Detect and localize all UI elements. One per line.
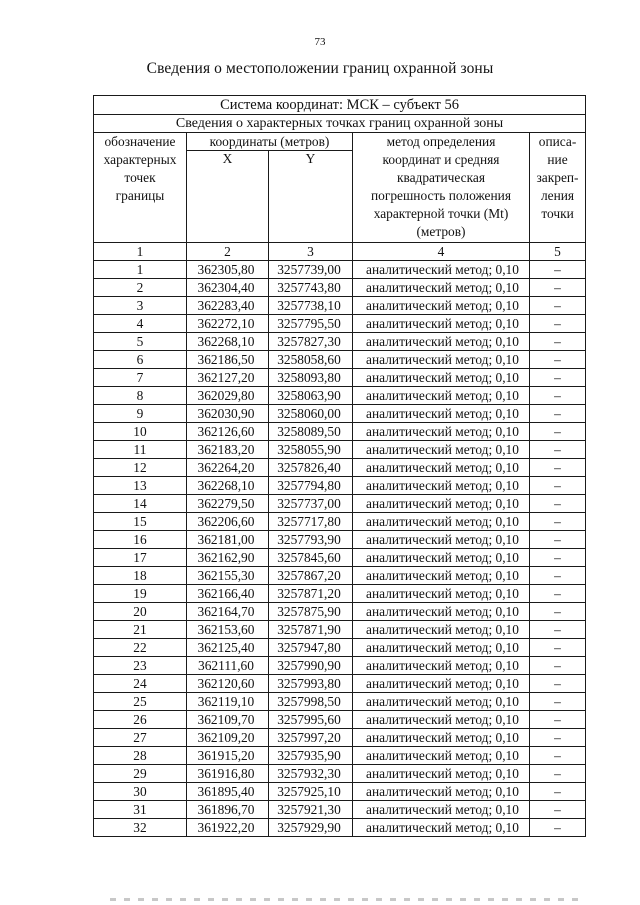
method-cell: аналитический метод; 0,10	[353, 639, 530, 657]
coordinate-y: 3257826,40	[269, 459, 353, 477]
description-cell: –	[530, 639, 586, 657]
coordinate-y: 3257997,20	[269, 729, 353, 747]
point-number: 2	[94, 279, 187, 297]
coordinate-y: 3257993,80	[269, 675, 353, 693]
point-number: 21	[94, 621, 187, 639]
coordinate-x: 362111,60	[187, 657, 269, 675]
header-method-line: координат и средняя	[382, 152, 500, 167]
coordinate-y: 3257875,90	[269, 603, 353, 621]
method-cell: аналитический метод; 0,10	[353, 819, 530, 837]
coordinate-x: 362120,60	[187, 675, 269, 693]
coordinate-x: 362109,20	[187, 729, 269, 747]
coordinate-x: 362268,10	[187, 333, 269, 351]
coordinate-x: 362279,50	[187, 495, 269, 513]
coordinate-y: 3257990,90	[269, 657, 353, 675]
method-cell: аналитический метод; 0,10	[353, 315, 530, 333]
description-cell: –	[530, 765, 586, 783]
method-cell: аналитический метод; 0,10	[353, 261, 530, 279]
method-cell: аналитический метод; 0,10	[353, 369, 530, 387]
header-point-designation-line: границы	[115, 188, 165, 203]
coordinate-x: 362030,90	[187, 405, 269, 423]
description-cell: –	[530, 387, 586, 405]
header-description-line: ления	[540, 188, 575, 203]
table-row	[94, 765, 586, 783]
table-row	[94, 387, 586, 405]
coordinate-x: 362109,70	[187, 711, 269, 729]
table-row	[94, 693, 586, 711]
point-number: 27	[94, 729, 187, 747]
method-cell: аналитический метод; 0,10	[353, 423, 530, 441]
coordinate-x: 362029,80	[187, 387, 269, 405]
coordinate-y: 3257871,90	[269, 621, 353, 639]
table-row	[94, 621, 586, 639]
method-cell: аналитический метод; 0,10	[353, 585, 530, 603]
description-cell: –	[530, 711, 586, 729]
point-number: 17	[94, 549, 187, 567]
description-cell: –	[530, 657, 586, 675]
table-row	[94, 459, 586, 477]
table-row	[94, 495, 586, 513]
section-row	[94, 115, 586, 133]
point-number: 5	[94, 333, 187, 351]
point-number: 7	[94, 369, 187, 387]
point-number: 32	[94, 819, 187, 837]
table-row	[94, 549, 586, 567]
coordinate-y: 3258055,90	[269, 441, 353, 459]
method-cell: аналитический метод; 0,10	[353, 477, 530, 495]
header-method-line: (метров)	[416, 224, 466, 239]
coordinate-x: 362304,40	[187, 279, 269, 297]
description-cell: –	[530, 549, 586, 567]
coordinate-y: 3258063,90	[269, 387, 353, 405]
header-point-designation-line: точек	[124, 170, 156, 185]
method-cell: аналитический метод; 0,10	[353, 495, 530, 513]
point-number: 20	[94, 603, 187, 621]
coordinate-y: 3257867,20	[269, 567, 353, 585]
method-cell: аналитический метод; 0,10	[353, 459, 530, 477]
table-row	[94, 279, 586, 297]
point-number: 26	[94, 711, 187, 729]
description-cell: –	[530, 477, 586, 495]
method-cell: аналитический метод; 0,10	[353, 693, 530, 711]
table-row	[94, 351, 586, 369]
coordinate-x: 362181,00	[187, 531, 269, 549]
section-label: Сведения о характерных точках границ охранной зоны	[94, 115, 586, 133]
coordinate-x: 362206,60	[187, 513, 269, 531]
table-row	[94, 603, 586, 621]
point-number: 19	[94, 585, 187, 603]
coordinate-y: 3257925,10	[269, 783, 353, 801]
point-number: 28	[94, 747, 187, 765]
table-row	[94, 441, 586, 459]
method-cell: аналитический метод; 0,10	[353, 603, 530, 621]
point-number: 29	[94, 765, 187, 783]
description-cell: –	[530, 441, 586, 459]
coordinate-y: 3257947,80	[269, 639, 353, 657]
description-cell: –	[530, 621, 586, 639]
coordinate-system-label: Система координат: МСК – субъект 56	[94, 96, 586, 115]
method-cell: аналитический метод; 0,10	[353, 351, 530, 369]
coordinate-y: 3257794,80	[269, 477, 353, 495]
point-number: 24	[94, 675, 187, 693]
column-number: 5	[530, 243, 586, 261]
point-number: 16	[94, 531, 187, 549]
method-cell: аналитический метод; 0,10	[353, 297, 530, 315]
method-cell: аналитический метод; 0,10	[353, 657, 530, 675]
table-row	[94, 297, 586, 315]
column-number: 1	[94, 243, 187, 261]
table-row	[94, 801, 586, 819]
method-cell: аналитический метод; 0,10	[353, 765, 530, 783]
method-cell: аналитический метод; 0,10	[353, 279, 530, 297]
description-cell: –	[530, 693, 586, 711]
coordinate-x: 362186,50	[187, 351, 269, 369]
point-number: 3	[94, 297, 187, 315]
description-cell: –	[530, 333, 586, 351]
header-coordinates-group: координаты (метров)	[187, 133, 353, 151]
description-cell: –	[530, 729, 586, 747]
table-row	[94, 639, 586, 657]
coordinate-y: 3258093,80	[269, 369, 353, 387]
table-row	[94, 567, 586, 585]
page-bottom-cut-text	[110, 898, 580, 901]
table-row	[94, 405, 586, 423]
description-cell: –	[530, 513, 586, 531]
coordinate-y: 3257929,90	[269, 819, 353, 837]
coordinate-y: 3257995,60	[269, 711, 353, 729]
description-cell: –	[530, 405, 586, 423]
table-row	[94, 711, 586, 729]
coordinate-y: 3257717,80	[269, 513, 353, 531]
table-row	[94, 261, 586, 279]
page-number: 73	[314, 36, 326, 48]
coordinate-y: 3257871,20	[269, 585, 353, 603]
coordinate-y: 3258089,50	[269, 423, 353, 441]
method-cell: аналитический метод; 0,10	[353, 549, 530, 567]
header-description-line: описа-	[538, 134, 577, 149]
coordinate-x: 361916,80	[187, 765, 269, 783]
coordinate-x: 361922,20	[187, 819, 269, 837]
method-cell: аналитический метод; 0,10	[353, 675, 530, 693]
point-number: 22	[94, 639, 187, 657]
header-point-designation	[94, 133, 187, 243]
coordinate-y: 3257921,30	[269, 801, 353, 819]
column-number: 2	[187, 243, 269, 261]
table-row	[94, 675, 586, 693]
coordinate-x: 362153,60	[187, 621, 269, 639]
point-number: 18	[94, 567, 187, 585]
coordinate-y: 3257845,60	[269, 549, 353, 567]
method-cell: аналитический метод; 0,10	[353, 513, 530, 531]
coordinate-x: 362166,40	[187, 585, 269, 603]
header-point-designation-line: характерных	[103, 152, 177, 167]
table-row	[94, 531, 586, 549]
coordinate-y: 3257737,00	[269, 495, 353, 513]
header-y: Y	[269, 151, 353, 243]
description-cell: –	[530, 783, 586, 801]
coordinate-y: 3257932,30	[269, 765, 353, 783]
table-row	[94, 783, 586, 801]
column-numbers-row	[94, 243, 586, 261]
point-number: 11	[94, 441, 187, 459]
table-row	[94, 477, 586, 495]
boundary-points-table	[93, 95, 586, 837]
point-number: 14	[94, 495, 187, 513]
point-number: 8	[94, 387, 187, 405]
method-cell: аналитический метод; 0,10	[353, 801, 530, 819]
header-method	[353, 133, 530, 243]
coordinate-y: 3257793,90	[269, 531, 353, 549]
description-cell: –	[530, 351, 586, 369]
description-cell: –	[530, 297, 586, 315]
coordinate-x: 362119,10	[187, 693, 269, 711]
point-number: 6	[94, 351, 187, 369]
table-row	[94, 423, 586, 441]
coordinate-x: 361896,70	[187, 801, 269, 819]
coordinate-x: 362164,70	[187, 603, 269, 621]
coordinate-x: 362126,60	[187, 423, 269, 441]
description-cell: –	[530, 423, 586, 441]
coordinate-x: 362183,20	[187, 441, 269, 459]
method-cell: аналитический метод; 0,10	[353, 711, 530, 729]
description-cell: –	[530, 261, 586, 279]
description-cell: –	[530, 279, 586, 297]
coordinate-y: 3257827,30	[269, 333, 353, 351]
table-row	[94, 747, 586, 765]
coordinate-x: 362264,20	[187, 459, 269, 477]
point-number: 1	[94, 261, 187, 279]
method-cell: аналитический метод; 0,10	[353, 729, 530, 747]
description-cell: –	[530, 567, 586, 585]
header-method-line: характерной точки (Mt)	[373, 206, 509, 221]
description-cell: –	[530, 459, 586, 477]
coordinate-system-row	[94, 96, 586, 115]
header-method-line: квадратическая	[396, 170, 486, 185]
header-row-1	[94, 133, 586, 151]
header-description-line: ние	[547, 152, 568, 167]
coordinate-x: 362268,10	[187, 477, 269, 495]
coordinate-x: 362125,40	[187, 639, 269, 657]
point-number: 9	[94, 405, 187, 423]
method-cell: аналитический метод; 0,10	[353, 747, 530, 765]
coordinate-x: 362162,90	[187, 549, 269, 567]
header-x: X	[187, 151, 269, 243]
method-cell: аналитический метод; 0,10	[353, 405, 530, 423]
description-cell: –	[530, 747, 586, 765]
point-number: 15	[94, 513, 187, 531]
description-cell: –	[530, 495, 586, 513]
point-number: 13	[94, 477, 187, 495]
method-cell: аналитический метод; 0,10	[353, 441, 530, 459]
column-number: 4	[353, 243, 530, 261]
coordinate-x: 362305,80	[187, 261, 269, 279]
coordinate-x: 362127,20	[187, 369, 269, 387]
header-description-line: закреп-	[536, 170, 579, 185]
coordinate-x: 361915,20	[187, 747, 269, 765]
point-number: 31	[94, 801, 187, 819]
coordinate-x: 361895,40	[187, 783, 269, 801]
point-number: 4	[94, 315, 187, 333]
header-point-designation-line: обозначение	[104, 134, 176, 149]
coordinate-y: 3257795,50	[269, 315, 353, 333]
table-row	[94, 819, 586, 837]
method-cell: аналитический метод; 0,10	[353, 333, 530, 351]
description-cell: –	[530, 531, 586, 549]
method-cell: аналитический метод; 0,10	[353, 387, 530, 405]
coordinate-x: 362283,40	[187, 297, 269, 315]
header-description	[530, 133, 586, 243]
description-cell: –	[530, 801, 586, 819]
method-cell: аналитический метод; 0,10	[353, 621, 530, 639]
header-method-line: погрешность положения	[371, 188, 511, 203]
table-row	[94, 315, 586, 333]
coordinate-y: 3257738,10	[269, 297, 353, 315]
point-number: 23	[94, 657, 187, 675]
document-title: Сведения о местоположении границ охранной зоны	[146, 60, 494, 77]
description-cell: –	[530, 315, 586, 333]
table-row	[94, 369, 586, 387]
header-description-line: точки	[541, 206, 574, 221]
point-number: 12	[94, 459, 187, 477]
description-cell: –	[530, 675, 586, 693]
coordinate-y: 3257743,80	[269, 279, 353, 297]
description-cell: –	[530, 369, 586, 387]
coordinate-x: 362155,30	[187, 567, 269, 585]
coordinate-y: 3258060,00	[269, 405, 353, 423]
description-cell: –	[530, 819, 586, 837]
description-cell: –	[530, 585, 586, 603]
table-row	[94, 513, 586, 531]
point-number: 10	[94, 423, 187, 441]
description-cell: –	[530, 603, 586, 621]
table-row	[94, 585, 586, 603]
coordinate-y: 3258058,60	[269, 351, 353, 369]
coordinate-y: 3257935,90	[269, 747, 353, 765]
coordinate-y: 3257998,50	[269, 693, 353, 711]
table-row	[94, 729, 586, 747]
table-row	[94, 333, 586, 351]
coordinate-x: 362272,10	[187, 315, 269, 333]
table-row	[94, 657, 586, 675]
point-number: 30	[94, 783, 187, 801]
column-number: 3	[269, 243, 353, 261]
point-number: 25	[94, 693, 187, 711]
method-cell: аналитический метод; 0,10	[353, 531, 530, 549]
coordinate-y: 3257739,00	[269, 261, 353, 279]
header-method-line: метод определения	[386, 134, 496, 149]
method-cell: аналитический метод; 0,10	[353, 783, 530, 801]
method-cell: аналитический метод; 0,10	[353, 567, 530, 585]
